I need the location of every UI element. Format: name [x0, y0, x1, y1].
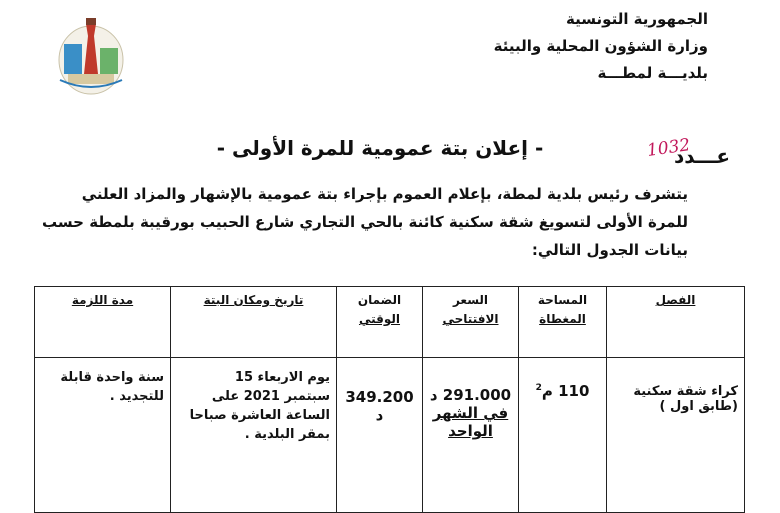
intro-line: بيانات الجدول التالي:	[531, 241, 688, 259]
intro-paragraph	[8, 180, 688, 264]
table-header-row	[35, 287, 745, 358]
header-datetime: تاريخ ومكان البتة	[171, 287, 337, 358]
cell-price: 291.000 د في الشهر الواحد	[423, 358, 519, 513]
municipality-logo	[56, 14, 126, 96]
cell-guarantee: 349.200 د	[337, 358, 423, 513]
reference-number: 1032	[645, 135, 692, 161]
cell-duration: سنة واحدة قابلة للتجديد .	[35, 358, 171, 513]
header-area: المساحة المغطاة	[519, 287, 607, 358]
header-duration: مدة اللزمة	[35, 287, 171, 358]
page-title: - إعلان بتة عمومية للمرة الأولى -	[216, 136, 544, 160]
table-row	[35, 358, 745, 513]
ministry-name: وزارة الشؤون المحلية والبيئة	[493, 37, 708, 55]
header-price: السعر الافتتاحي	[423, 287, 519, 358]
cell-area: 110 م$^2$	[519, 358, 607, 513]
header-block	[388, 6, 708, 87]
reference-block	[630, 135, 730, 168]
country-name: الجمهورية التونسية	[566, 10, 708, 28]
cell-datetime: يوم الاربعاء 15 سبتمبر 2021 على الساعة العاشرة صباحا بمقر البلدية .	[171, 358, 337, 513]
header-section: الفصل	[607, 287, 745, 358]
intro-line: يتشرف رئيس بلدية لمطة، بإعلام العموم بإجراء بتة عمومية بالإشهار والمزاد العلني	[81, 185, 688, 203]
intro-line: للمرة الأولى لتسويغ شقة سكنية كائنة بالحي التجاري شارع الحبيب بورقيبة بلمطة حسب	[42, 213, 688, 231]
municipality-name: بلديـــة لمطـــة	[597, 64, 708, 82]
cell-section: كراء شقة سكنية (طابق اول )	[607, 358, 745, 513]
reference-label: عـــدد	[674, 144, 730, 168]
header-guarantee: الضمان الوقتي	[337, 287, 423, 358]
auction-table	[34, 286, 745, 513]
